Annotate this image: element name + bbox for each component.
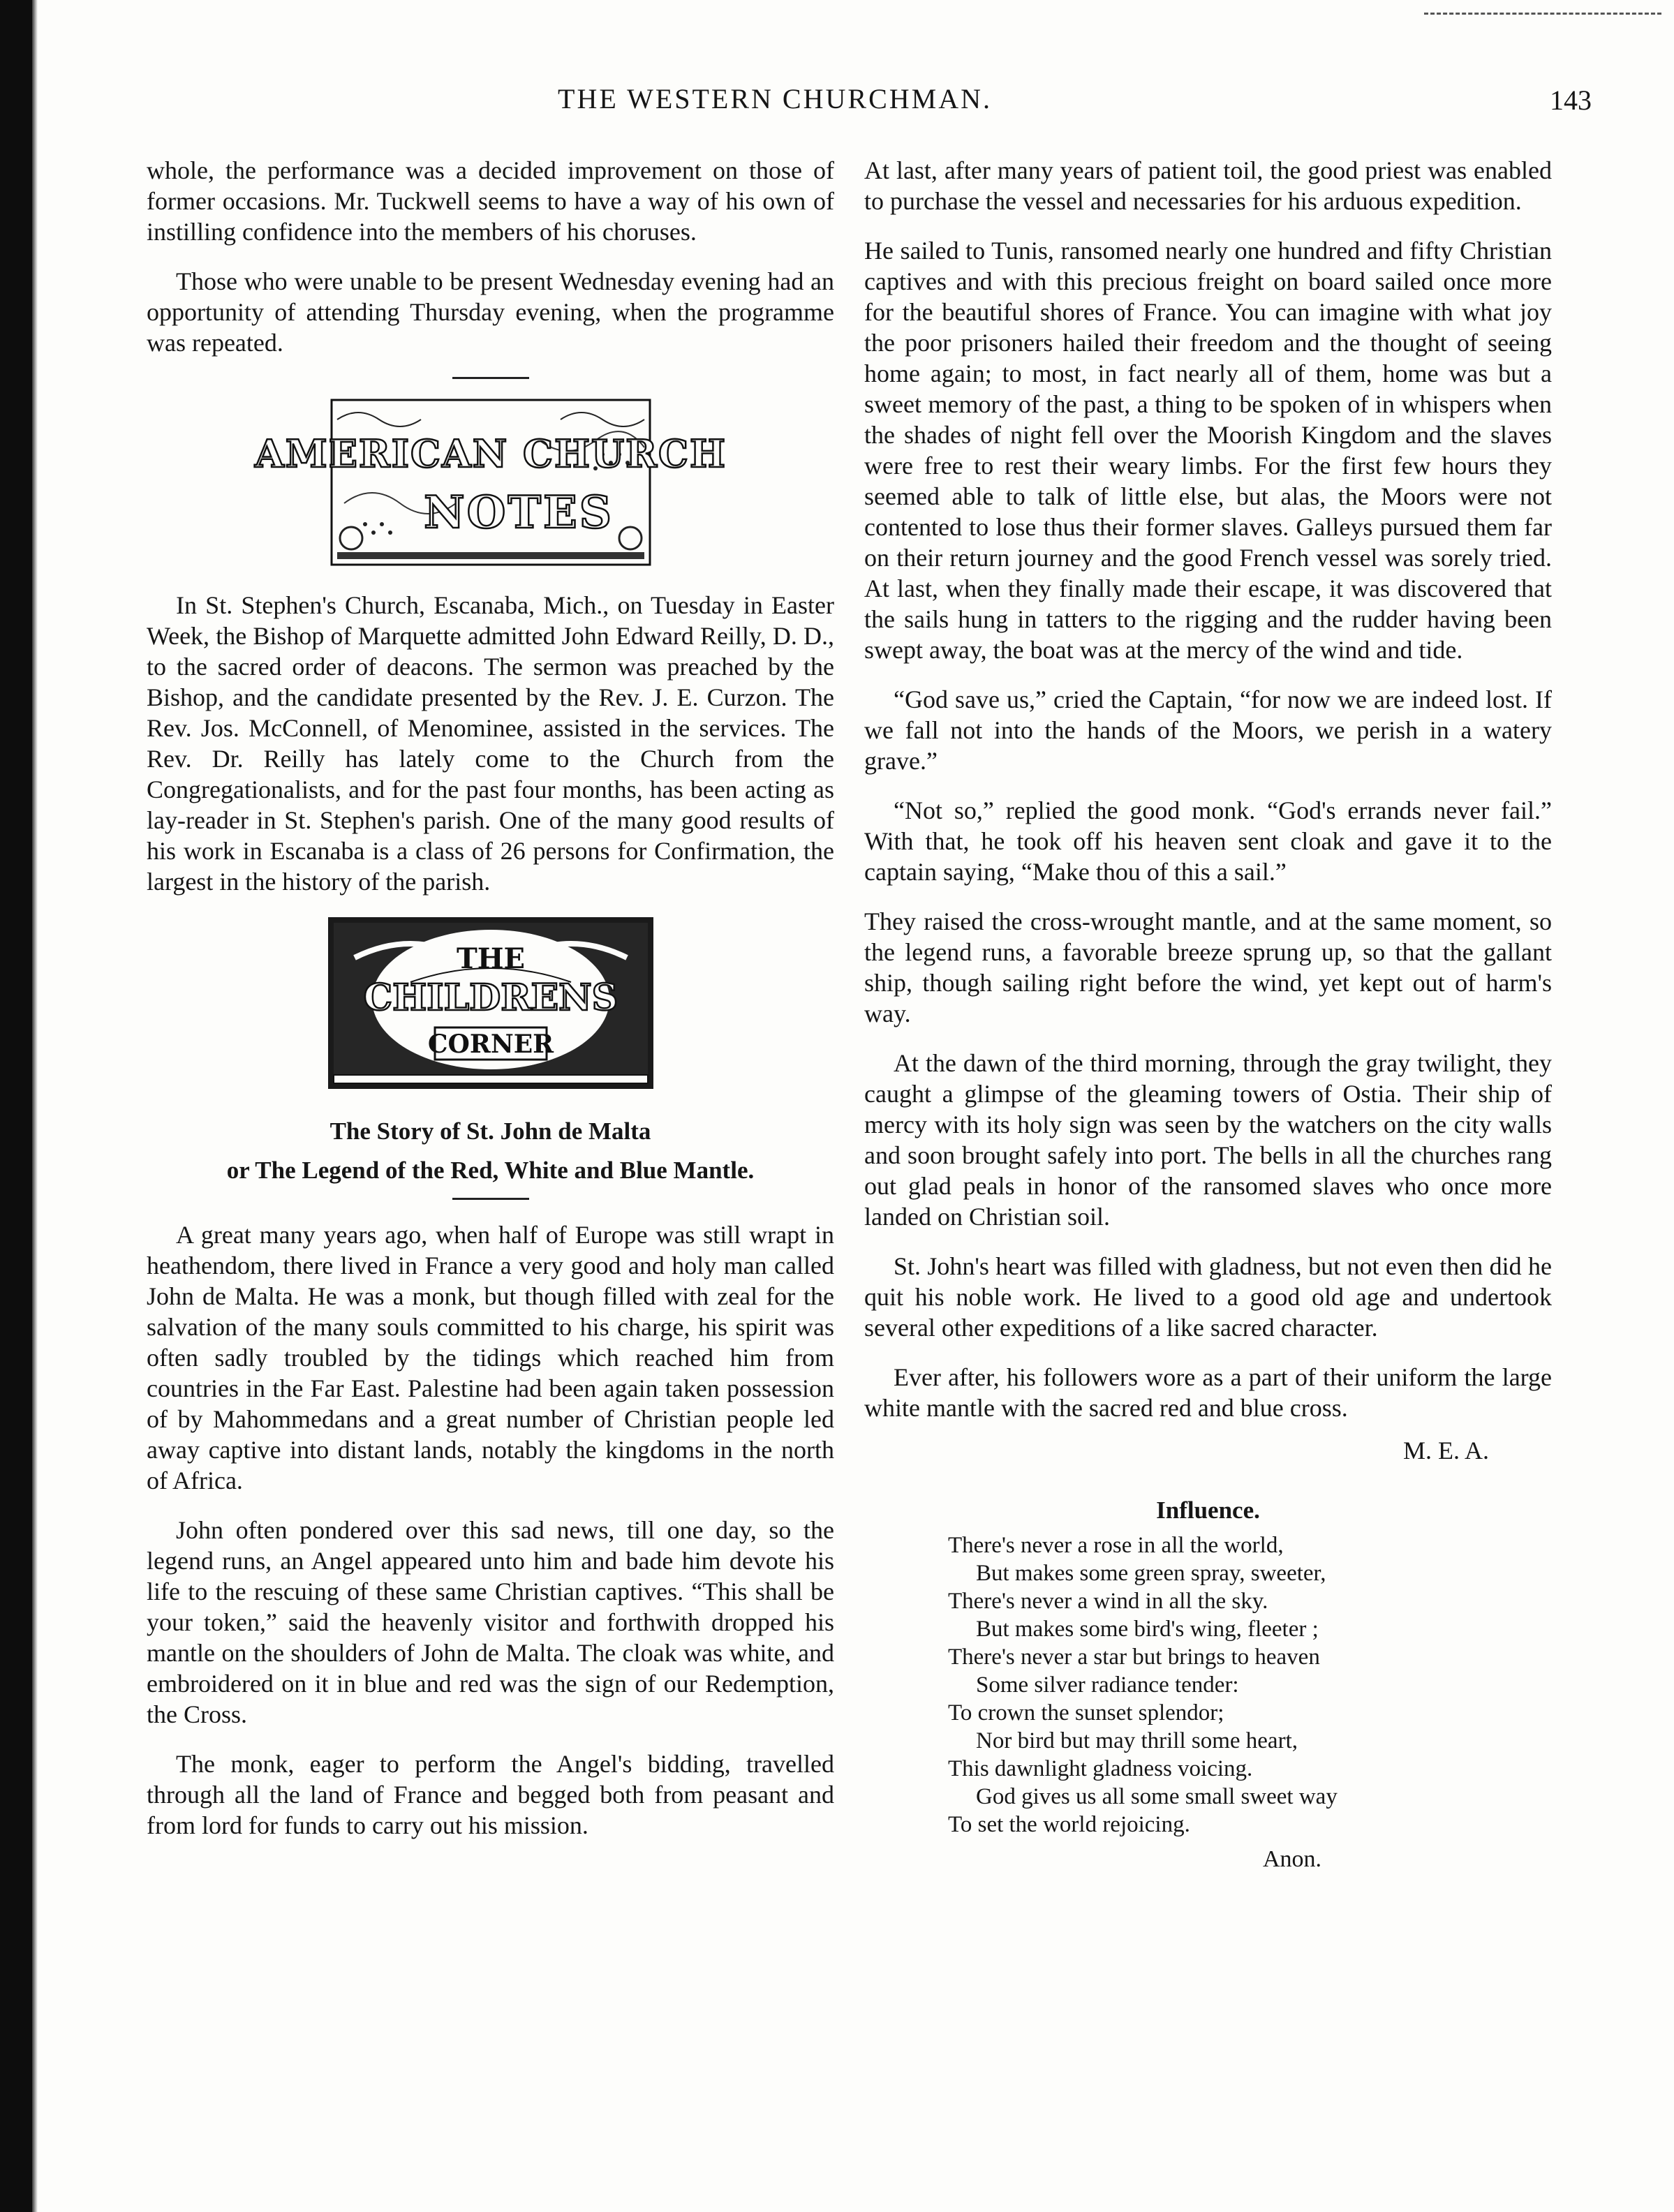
poem-line: But makes some green spray, sweeter,	[976, 1561, 1326, 1586]
page-number: 143	[1550, 84, 1592, 116]
story-signature: M. E. A.	[1402, 1437, 1489, 1464]
story-continued-paragraph-1: At last, after many years of patient toil, the good priest was enabled to purchase the vessel and necessaries for his arduous expedition.	[864, 156, 1552, 215]
right-column	[864, 155, 1552, 1875]
poem-title: Influence.	[1156, 1497, 1260, 1524]
story-continued-paragraph-3: “God save us,” cried the Captain, “for now we are indeed lost. If we fall not into the hands of the Moors, we perish in a watery grave.”	[864, 685, 1552, 775]
childrens-corner-banner	[327, 916, 655, 1090]
poem-line: But makes some bird's wing, fleeter ;	[976, 1617, 1319, 1642]
poem-line: There's never a star but brings to heaven	[948, 1645, 1320, 1670]
intro-paragraph-1: whole, the performance was a decided improvement on those of former occasions. Mr. Tuckwell seems to have a way of his own of instilling confidence into the members of his choruses.	[147, 156, 834, 246]
poem-line: Nor bird but may thrill some heart,	[976, 1728, 1298, 1753]
poem-line: Some silver radiance tender:	[976, 1672, 1239, 1698]
story-continued-paragraph-6: At the dawn of the third morning, through the gray twilight, they caught a glimpse of the gleaming towers of Ostia. Their ship of mercy with its holy sign was seen by the watchers on the city walls and soon brought safely into port. The bells in all the churches rang out glad peals in honor of the ransomed slaves who once more landed on Christian soil.	[864, 1049, 1552, 1231]
church-notes-title-line2: NOTES	[423, 487, 614, 539]
story-divider	[452, 1198, 529, 1200]
binding-edge	[32, 0, 38, 2212]
intro-paragraph-2: Those who were unable to be present Wednesday evening had an opportunity of attending Thursday evening, when the programme was repeated.	[147, 267, 834, 357]
story-title: The Story of St. John de Malta	[329, 1118, 651, 1145]
childrens-corner-title-line3: CORNER	[427, 1030, 554, 1059]
poem-line: There's never a rose in all the world,	[948, 1533, 1284, 1558]
poem-line: This dawnlight gladness voicing.	[948, 1756, 1253, 1781]
left-column	[147, 155, 834, 1860]
story-subtitle: or The Legend of the Red, White and Blue Mantle.	[226, 1157, 755, 1184]
poem-author: Anon.	[1262, 1846, 1321, 1872]
binding-shadow	[0, 0, 32, 2212]
childrens-corner-ornament	[327, 916, 655, 1090]
story-continued-paragraph-8: Ever after, his followers wore as a part of their uniform the large white mantle with the sacred red and blue cross.	[864, 1363, 1552, 1422]
story-paragraph-3: The monk, eager to perform the Angel's bidding, travelled through all the land of France and begged both from peasant and from lord for funds to carry out his mission.	[147, 1750, 834, 1839]
top-dashed-rule	[1424, 13, 1661, 15]
american-church-notes-banner	[254, 399, 727, 566]
poem-line: To set the world rejoicing.	[948, 1812, 1190, 1837]
story-paragraph-2: John often pondered over this sad news, till one day, so the legend runs, an Angel appeared unto him and bade him devote his life to the rescuing of these same Christian captives. “This shall be your token,” said the heavenly visitor and forthwith dropped his mantle on the shoulders of John de Malta. The cloak was white, and embroidered on it in blue and red was the sign of our Redemption, the Cross.	[147, 1516, 834, 1728]
poem-line: To crown the sunset splendor;	[948, 1700, 1224, 1725]
story-continued-paragraph-2: He sailed to Tunis, ransomed nearly one hundred and fifty Christian captives and with this precious freight on board sailed once more for the beautiful shores of France. You can imagine with what joy the poor prisoners hailed their freedom and the thought of seeing home again; to most, in fact nearly all of them, home was but a sweet memory of the past, a thing to be spoken of in whispers when the shades of night fell over the Moorish Kingdom and the slaves were free to rest their weary limbs. For the first few hours they seemed able to talk of little else, but alas, the Moors were not contented to lose thus their former slaves. Galleys pursued them far on their return journey and the good French vessel was sorely tried. At last, when they finally made their escape, it was discovered that the sails hung in tatters to the rigging and the rudder having been swept away, the boat was at the mercy of the wind and tide.	[864, 237, 1552, 664]
section-divider	[452, 377, 529, 379]
poem-line: God gives us all some small sweet way	[976, 1784, 1338, 1809]
church-notes-ornament	[254, 399, 727, 566]
story-continued-paragraph-7: St. John's heart was filled with gladness, but not even then did he quit his noble work. He lived to a good old age and undertook several other expeditions of a like sacred character.	[864, 1252, 1552, 1342]
running-head: THE WESTERN CHURCHMAN.	[558, 83, 992, 114]
poem	[948, 1531, 1552, 1839]
story-continued-paragraph-4: “Not so,” replied the good monk. “God's errands never fail.” With that, he took off his heaven sent cloak and gave it to the captain saying, “Make thou of this a sail.”	[864, 796, 1552, 886]
childrens-corner-title-line2: CHILDRENS	[363, 977, 618, 1019]
church-notes-paragraph: In St. Stephen's Church, Escanaba, Mich., on Tuesday in Easter Week, the Bishop of Marquette admitted John Edward Reilly, D. D., to the sacred order of deacons. The sermon was preached by the Bishop, and the candidate presented by the Rev. J. E. Curzon. The Rev. Jos. McConnell, of Menominee, assisted in the services. The Rev. Dr. Reilly has lately come to the Church from the Congregationalists, and for the past four months, has been acting as lay-reader in St. Stephen's parish. One of the many good results of his work in Escanaba is a class of 26 persons for Confirmation, the largest in the history of the parish.	[147, 591, 834, 896]
childrens-corner-title-line1: THE	[456, 942, 525, 975]
church-notes-title-line1: AMERICAN CHURCH	[254, 431, 727, 476]
story-paragraph-1: A great many years ago, when half of Europe was still wrapt in heathendom, there lived in France a very good and holy man called John de Malta. He was a monk, but though filled with zeal for the salvation of the many souls committed to his charge, his spirit was often sadly troubled by the tidings which reached him from countries in the Far East. Palestine had been again taken possession of by Mahommedans and a great number of Christian people led away captive into distant lands, notably the kingdoms in the north of Africa.	[147, 1221, 834, 1494]
poem-line: There's never a wind in all the sky.	[948, 1589, 1268, 1614]
story-continued-paragraph-5: They raised the cross-wrought mantle, and at the same moment, so the legend runs, a favorable breeze sprung up, so that the gallant ship, though sailing right before the wind, yet kept out of harm's way.	[864, 907, 1552, 1027]
